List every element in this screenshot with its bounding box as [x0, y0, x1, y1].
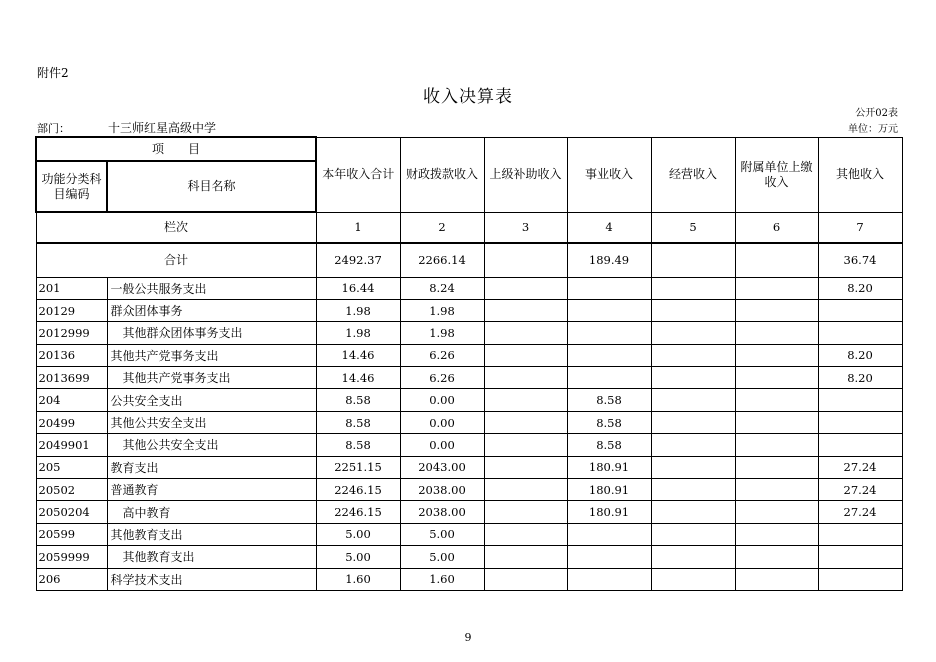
table-row [36, 367, 902, 389]
row-value [735, 546, 818, 568]
row-code: 201 [36, 277, 107, 299]
row-value: 1.98 [316, 322, 400, 344]
row-value: 8.58 [316, 389, 400, 411]
department-name: 十三师红星高级中学 [108, 121, 217, 135]
row-value [484, 546, 567, 568]
header-col-7: 其他收入 [818, 137, 902, 212]
row-value [818, 411, 902, 433]
row-value [567, 523, 651, 545]
form-number: 公开02表 [855, 108, 898, 119]
row-value: 180.91 [567, 479, 651, 501]
table-row [36, 277, 902, 299]
row-name: 其他群众团体事务支出 [107, 322, 316, 344]
row-code: 20136 [36, 344, 107, 366]
row-name: 其他公共安全支出 [107, 411, 316, 433]
row-value [484, 501, 567, 523]
row-code: 2012999 [36, 322, 107, 344]
total-value: 2266.14 [400, 243, 484, 277]
row-value [651, 523, 735, 545]
table-row [36, 568, 902, 590]
row-name: 高中教育 [107, 501, 316, 523]
table-row [36, 434, 902, 456]
row-value [735, 277, 818, 299]
col-index-num: 7 [818, 212, 902, 243]
row-value [484, 277, 567, 299]
row-name: 普通教育 [107, 479, 316, 501]
row-value [484, 411, 567, 433]
row-value [567, 277, 651, 299]
income-table [35, 136, 903, 591]
row-name: 科学技术支出 [107, 568, 316, 590]
row-value [567, 299, 651, 321]
row-value [484, 568, 567, 590]
row-value: 8.58 [567, 434, 651, 456]
row-value [651, 434, 735, 456]
table-row [36, 456, 902, 478]
row-value: 8.58 [316, 411, 400, 433]
table-row [36, 546, 902, 568]
col-index-num: 2 [400, 212, 484, 243]
row-code: 2059999 [36, 546, 107, 568]
row-value: 2246.15 [316, 501, 400, 523]
row-value [484, 479, 567, 501]
col-index-num: 5 [651, 212, 735, 243]
row-value [567, 546, 651, 568]
row-value: 8.58 [567, 411, 651, 433]
row-value: 2038.00 [400, 479, 484, 501]
row-name: 其他教育支出 [107, 523, 316, 545]
row-value [484, 523, 567, 545]
row-value [818, 523, 902, 545]
total-value [484, 243, 567, 277]
header-col-5: 经营收入 [651, 137, 735, 212]
row-value [651, 456, 735, 478]
row-value [818, 389, 902, 411]
row-value: 0.00 [400, 411, 484, 433]
row-value: 27.24 [818, 479, 902, 501]
row-value [818, 299, 902, 321]
row-value [651, 299, 735, 321]
row-value [651, 389, 735, 411]
row-value [651, 277, 735, 299]
total-value [651, 243, 735, 277]
row-value: 2038.00 [400, 501, 484, 523]
row-value [567, 367, 651, 389]
row-value [735, 411, 818, 433]
total-value [735, 243, 818, 277]
header-col-6: 附属单位上缴收入 [735, 137, 818, 212]
row-value [735, 344, 818, 366]
row-value: 14.46 [316, 367, 400, 389]
row-value: 6.26 [400, 344, 484, 366]
row-value [818, 568, 902, 590]
row-code: 206 [36, 568, 107, 590]
row-value [818, 546, 902, 568]
table-row [36, 322, 902, 344]
row-name: 其他共产党事务支出 [107, 344, 316, 366]
row-value [735, 322, 818, 344]
row-code: 20129 [36, 299, 107, 321]
row-value [567, 322, 651, 344]
row-value [735, 434, 818, 456]
row-value [484, 367, 567, 389]
header-col-2: 财政拨款收入 [400, 137, 484, 212]
header-name: 科目名称 [107, 161, 316, 212]
row-code: 205 [36, 456, 107, 478]
row-code: 2050204 [36, 501, 107, 523]
table-row [36, 299, 902, 321]
row-name: 公共安全支出 [107, 389, 316, 411]
attachment-label: 附件2 [37, 66, 69, 80]
department-label: 部门： [37, 122, 70, 135]
table-row [36, 501, 902, 523]
row-value: 1.98 [400, 299, 484, 321]
row-value: 2043.00 [400, 456, 484, 478]
row-value [567, 568, 651, 590]
row-value: 8.58 [567, 389, 651, 411]
row-value: 1.98 [316, 299, 400, 321]
row-value [735, 568, 818, 590]
total-label: 合计 [36, 243, 316, 277]
col-index-num: 4 [567, 212, 651, 243]
row-value: 14.46 [316, 344, 400, 366]
header-col-1: 本年收入合计 [316, 137, 400, 212]
col-index-num: 3 [484, 212, 567, 243]
row-code: 20599 [36, 523, 107, 545]
row-value [651, 568, 735, 590]
row-value: 6.26 [400, 367, 484, 389]
row-value [651, 479, 735, 501]
row-value: 8.20 [818, 344, 902, 366]
row-value: 1.60 [316, 568, 400, 590]
row-value [484, 434, 567, 456]
row-code: 2049901 [36, 434, 107, 456]
row-value: 8.20 [818, 367, 902, 389]
row-value [651, 546, 735, 568]
row-value [484, 322, 567, 344]
row-value [818, 434, 902, 456]
total-value: 2492.37 [316, 243, 400, 277]
header-item: 项 目 [36, 137, 316, 161]
row-name: 其他共产党事务支出 [107, 367, 316, 389]
row-name: 一般公共服务支出 [107, 277, 316, 299]
row-name: 其他公共安全支出 [107, 434, 316, 456]
row-value: 16.44 [316, 277, 400, 299]
col-index-label: 栏次 [36, 212, 316, 243]
header-col-3: 上级补助收入 [484, 137, 567, 212]
row-value [735, 523, 818, 545]
row-value [484, 344, 567, 366]
row-code: 20499 [36, 411, 107, 433]
row-value: 5.00 [400, 523, 484, 545]
row-name: 群众团体事务 [107, 299, 316, 321]
col-index-num: 1 [316, 212, 400, 243]
row-value: 1.60 [400, 568, 484, 590]
row-value [735, 501, 818, 523]
header-code: 功能分类科目编码 [36, 161, 107, 212]
row-value: 180.91 [567, 501, 651, 523]
row-value: 2251.15 [316, 456, 400, 478]
table-row [36, 389, 902, 411]
table-row [36, 344, 902, 366]
row-code: 204 [36, 389, 107, 411]
row-value: 180.91 [567, 456, 651, 478]
row-value: 8.24 [400, 277, 484, 299]
row-value [484, 456, 567, 478]
row-value: 0.00 [400, 434, 484, 456]
row-value [651, 344, 735, 366]
row-value: 27.24 [818, 501, 902, 523]
table-row [36, 523, 902, 545]
row-code: 20502 [36, 479, 107, 501]
row-value [651, 501, 735, 523]
total-value: 189.49 [567, 243, 651, 277]
row-value: 8.58 [316, 434, 400, 456]
table-row [36, 411, 902, 433]
row-value: 8.20 [818, 277, 902, 299]
row-value [484, 299, 567, 321]
row-value: 27.24 [818, 456, 902, 478]
row-value: 5.00 [316, 523, 400, 545]
row-value: 2246.15 [316, 479, 400, 501]
total-value: 36.74 [818, 243, 902, 277]
row-value [651, 367, 735, 389]
row-value: 1.98 [400, 322, 484, 344]
row-name: 其他教育支出 [107, 546, 316, 568]
row-name: 教育支出 [107, 456, 316, 478]
row-value [651, 322, 735, 344]
row-value [484, 389, 567, 411]
unit-label: 单位：万元 [848, 124, 898, 135]
row-value: 5.00 [316, 546, 400, 568]
row-value: 0.00 [400, 389, 484, 411]
table-row [36, 479, 902, 501]
row-value [735, 456, 818, 478]
row-value [651, 411, 735, 433]
row-value: 5.00 [400, 546, 484, 568]
col-index-num: 6 [735, 212, 818, 243]
row-value [818, 322, 902, 344]
row-value [735, 367, 818, 389]
page-number: 9 [464, 631, 472, 644]
header-col-4: 事业收入 [567, 137, 651, 212]
row-value [567, 344, 651, 366]
row-value [735, 299, 818, 321]
row-value [735, 479, 818, 501]
page-title: 收入决算表 [423, 87, 513, 107]
row-code: 2013699 [36, 367, 107, 389]
row-value [735, 389, 818, 411]
